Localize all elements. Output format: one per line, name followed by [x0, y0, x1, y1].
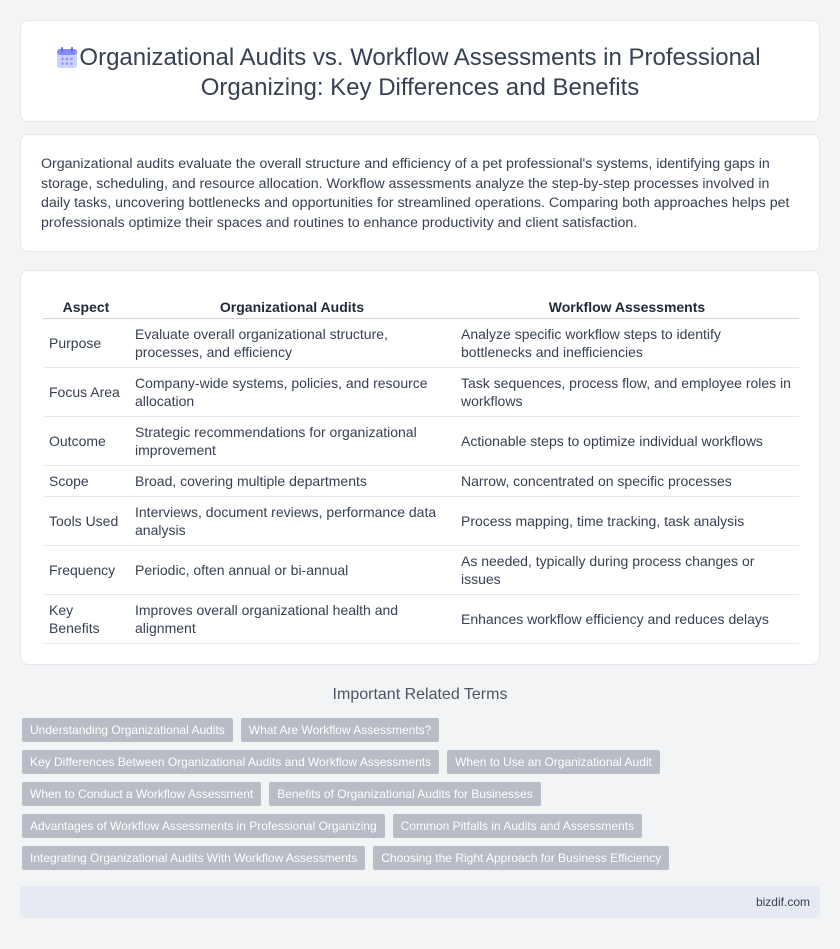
table-row: [43, 497, 799, 546]
table-row: [43, 368, 799, 417]
table-cell: Focus Area: [43, 368, 129, 417]
table-cell: Frequency: [43, 546, 129, 595]
table-row: [43, 319, 799, 368]
table-header-row: [43, 295, 799, 319]
footer-site-link[interactable]: bizdif.com: [755, 895, 810, 909]
related-term-tag[interactable]: When to Use an Organizational Audit: [447, 750, 660, 774]
related-term-tag[interactable]: When to Conduct a Workflow Assessment: [22, 782, 261, 806]
table-cell: Narrow, concentrated on specific processes: [455, 466, 799, 497]
comparison-card: [20, 270, 820, 665]
table-cell: Key Benefits: [43, 595, 129, 644]
title-card: [20, 20, 820, 122]
table-cell: Analyze specific workflow steps to identify bottlenecks and inefficiencies: [455, 319, 799, 368]
table-cell: As needed, typically during process changes or issues: [455, 546, 799, 595]
table-cell: Tools Used: [43, 497, 129, 546]
related-term-tag[interactable]: What Are Workflow Assessments?: [241, 718, 440, 742]
table-cell: Outcome: [43, 417, 129, 466]
table-cell: Company-wide systems, policies, and resource allocation: [129, 368, 455, 417]
comparison-table: [43, 295, 799, 644]
column-header: Organizational Audits: [129, 295, 455, 319]
related-term-tag[interactable]: Key Differences Between Organizational Audits and Workflow Assessments: [22, 750, 439, 774]
related-term-tag[interactable]: Integrating Organizational Audits With Workflow Assessments: [22, 846, 365, 870]
table-cell: Scope: [43, 466, 129, 497]
table-cell: Interviews, document reviews, performance data analysis: [129, 497, 455, 546]
table-cell: Improves overall organizational health and alignment: [129, 595, 455, 644]
related-term-tag[interactable]: Benefits of Organizational Audits for Businesses: [269, 782, 540, 806]
table-row: [43, 417, 799, 466]
column-header: Aspect: [43, 295, 129, 319]
table-cell: Broad, covering multiple departments: [129, 466, 455, 497]
related-terms-list: [22, 718, 722, 878]
related-term-tag[interactable]: Choosing the Right Approach for Business Efficiency: [373, 846, 669, 870]
footer: [20, 886, 820, 918]
table-row: [43, 466, 799, 497]
table-cell: Process mapping, time tracking, task analysis: [455, 497, 799, 546]
related-term-tag[interactable]: Advantages of Workflow Assessments in Professional Organizing: [22, 814, 385, 838]
table-cell: Evaluate overall organizational structure, processes, and efficiency: [129, 319, 455, 368]
page-title: Organizational Audits vs. Workflow Assessments in Professional Organizing: Key Differences and Benefits: [79, 44, 761, 101]
table-cell: Actionable steps to optimize individual workflows: [455, 417, 799, 466]
table-cell: Task sequences, process flow, and employee roles in workflows: [455, 368, 799, 417]
table-cell: Periodic, often annual or bi-annual: [129, 546, 455, 595]
intro-card: [20, 134, 820, 252]
related-term-tag[interactable]: Understanding Organizational Audits: [22, 718, 233, 742]
table-row: [43, 546, 799, 595]
column-header: Workflow Assessments: [455, 295, 799, 319]
table-row: [43, 595, 799, 644]
table-cell: Purpose: [43, 319, 129, 368]
related-terms-heading: Important Related Terms: [332, 686, 508, 703]
table-cell: Enhances workflow efficiency and reduces delays: [455, 595, 799, 644]
table-cell: Strategic recommendations for organizational improvement: [129, 417, 455, 466]
related-term-tag[interactable]: Common Pitfalls in Audits and Assessments: [393, 814, 642, 838]
intro-paragraph: Organizational audits evaluate the overall structure and efficiency of a pet professional's systems, identifying gaps in storage, scheduling, and resource allocation. Workflow assessments analyze the step-by-step processes involved in daily tasks, uncovering bottlenecks and opportunities for streamlined operations. Comparing both approaches helps pet professionals optimize their spaces and routines to enhance productivity and client satisfaction.: [41, 156, 790, 231]
